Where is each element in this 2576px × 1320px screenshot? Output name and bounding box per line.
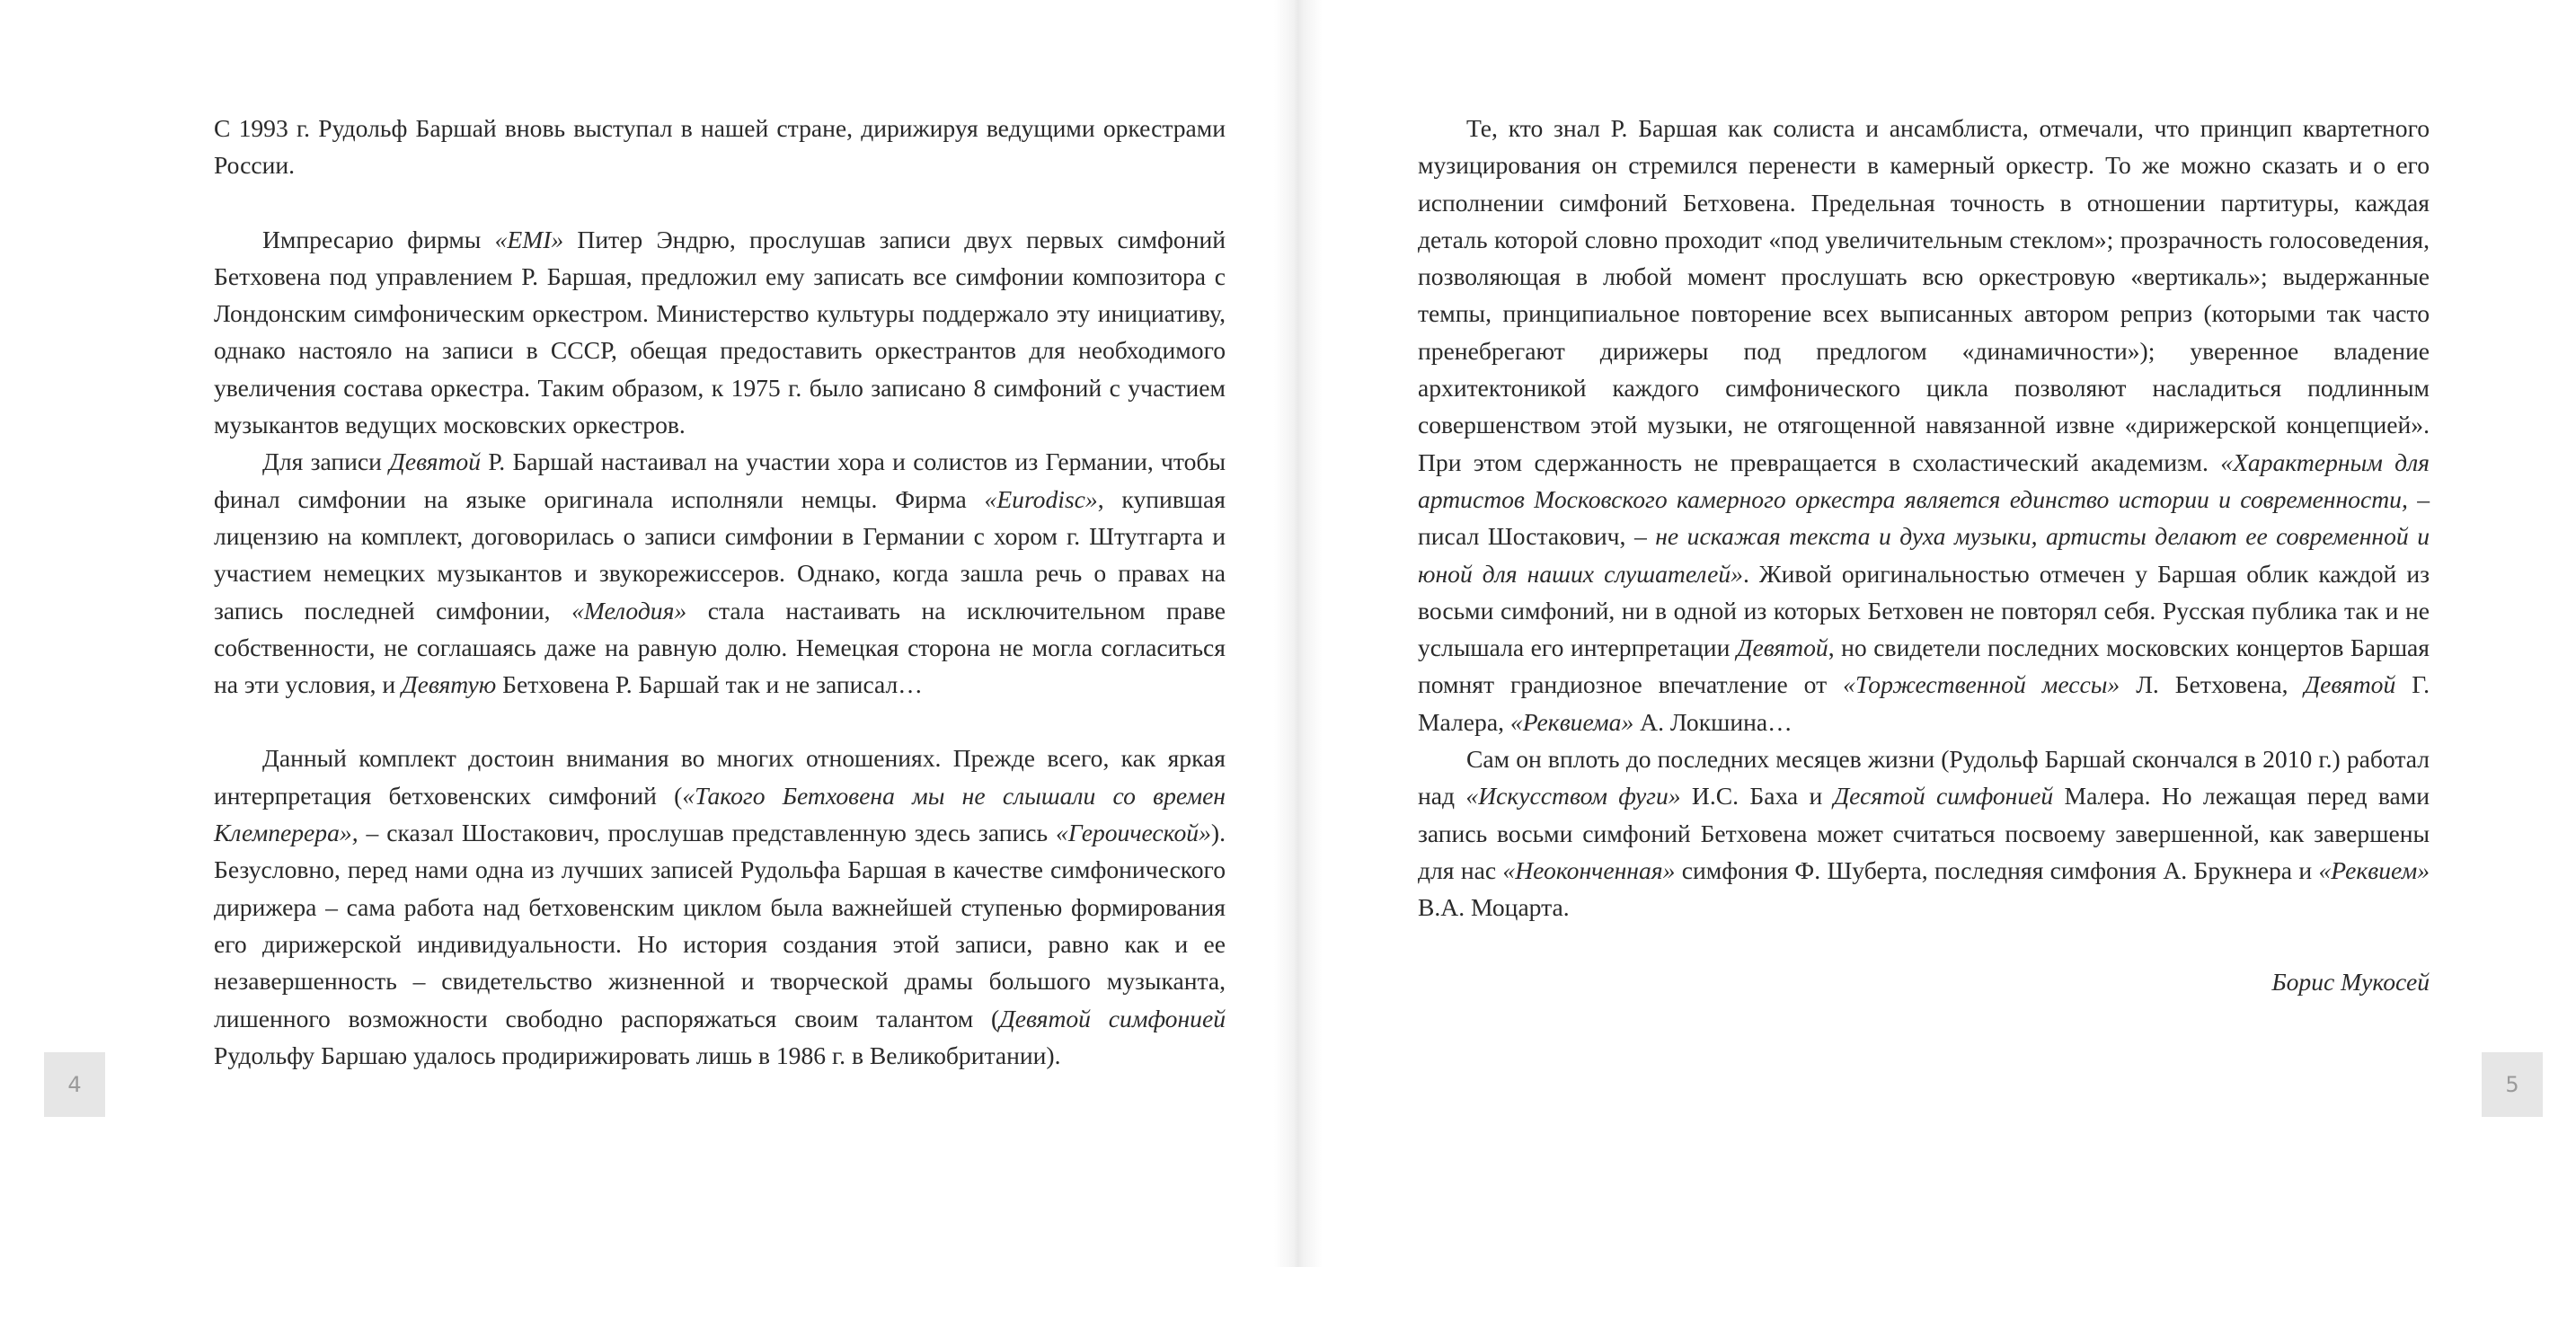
- text-run: С 1993 г. Рудольф Баршай вновь выступал в нашей стране, дирижируя ведущими оркестрами России.: [214, 114, 1226, 180]
- italic-text: «Героической»: [1056, 819, 1211, 847]
- italic-text: Десятой симфонией: [1833, 782, 2054, 811]
- page-number-tab: [44, 1052, 105, 1117]
- page-number: 4: [67, 1072, 82, 1097]
- text-run: Данный комплект достоин внимания во многих отношениях. Прежде всего, как яркая интерпретация бетховенских симфоний (: [214, 744, 1226, 810]
- left-text-column: [214, 110, 1226, 1074]
- italic-text: Девятой: [389, 447, 482, 476]
- italic-text: «Такого Бетховена мы не слышали со времен Клемперера»,: [214, 781, 1226, 847]
- text-run: Рудольфу Баршаю удалось продирижировать лишь в 1986 г. в Великобритании).: [214, 1041, 1061, 1069]
- page-number: 5: [2505, 1072, 2519, 1097]
- italic-text: «Реквиема»: [1509, 707, 1634, 736]
- paragraph: [1418, 740, 2430, 926]
- text-run: Р. Баршай настаивал на участии хора и солистов из Германии, чтобы финал симфонии на языке оригинала исполняли немцы. Фирма: [214, 447, 1226, 513]
- page-gutter: [1274, 0, 1323, 1267]
- italic-text: «Eurodisc»: [984, 484, 1098, 513]
- italic-text: Девятой: [1736, 633, 1828, 662]
- text-run: Питер Эндрю, прослушав записи двух первых симфоний Бетховена под управлением Р. Баршая, предложил ему записать все симфонии композитора с Лондонским симфоническим оркестром. Министерство культуры поддержало эту инициативу, однако настояло на записи в СССР, обещая предоставить оркестрантов для необходимого увеличения состава оркестра. Таким образом, к 1975 г. было записано 8 симфоний с участием музыкантов ведущих московских оркестров.: [214, 225, 1226, 439]
- text-run: , но свидетели последних московских концертов Баршая помнят грандиозное впечатление от: [1418, 633, 2430, 699]
- text-run: Г. Малера,: [1418, 670, 2430, 736]
- paragraph: [214, 110, 1226, 184]
- text-run: Сам он вплоть до последних месяцев жизни (Рудольф Баршай скончался в 2010 г.) работал над: [1418, 745, 2430, 811]
- italic-text: Девятой: [2304, 670, 2396, 699]
- text-run: Л. Бетховена,: [2120, 670, 2305, 699]
- text-run: Для записи: [262, 447, 390, 476]
- italic-text: «Торжественной мессы»: [1843, 670, 2120, 699]
- italic-text: «Неоконченная»: [1502, 855, 1676, 884]
- text-run: – сказал Шостакович, прослушав представленную здесь запись: [358, 819, 1057, 847]
- italic-text: – не искажая текста и духа музыки, артисты делают ее современной и юной для наших слушателей»: [1418, 522, 2430, 588]
- right-text-column: [1418, 110, 2430, 1000]
- text-run: Бетховена Р. Баршай так и не записал…: [496, 670, 923, 699]
- italic-text: «Характерным для артистов Московского камерного оркестра является единство истории и современности,: [1418, 447, 2430, 513]
- text-run: Импресарио фирмы: [262, 225, 495, 253]
- author-signature: Борис Мукосей: [2271, 967, 2430, 996]
- italic-text: «Мелодия»: [571, 596, 687, 625]
- italic-text: Девятой симфонией: [999, 1004, 1226, 1032]
- italic-text: «Искусством фуги»: [1465, 782, 1681, 811]
- text-run: стала настаивать на исключительном праве собственности, не соглашаясь даже на равную долю. Немецкая сторона не могла согласиться на эти условия, и: [214, 596, 1226, 699]
- scan-margin: [0, 1267, 2576, 1320]
- text-run: И.С. Баха и: [1680, 782, 1834, 811]
- paragraph: [214, 443, 1226, 703]
- paragraph: [214, 221, 1226, 444]
- text-run: ). Безусловно, перед нами одна из лучших записей Рудольфа Баршая в качестве симфонического дирижера – сама работа над бетховенским циклом была важнейшей ступенью формирования его дирижерской индивидуальности. Но история создания этой записи, равно как и ее незавершенность – свидетельство жизненной и творческой драмы большого музыканта, лишенного возможности свободно распоряжаться своим талантом (: [214, 819, 1226, 1032]
- paragraph: [1418, 110, 2430, 740]
- italic-text: Девятую: [402, 670, 497, 699]
- text-run: Малера. Но лежащая перед вами запись восьми симфоний Бетховена может считаться посвоему завершенной, как завершены для нас: [1418, 782, 2430, 884]
- text-run: Те, кто знал Р. Баршая как солиста и ансамблиста, отмечали, что принцип квартетного музицирования он стремился перенести в камерный оркестр. То же можно сказать и о его исполнении симфоний Бетховена. Предельная точность в отношении партитуры, каждая деталь которой словно проходит «под увеличительным стеклом»; прозрачность голосоведения, позволяющая в любой момент прослушать всю оркестровую «вертикаль»; выдержанные темпы, принципиальное повторение всех выписанных автором реприз (которыми так часто пренебрегают дирижеры под предлогом «динамичности»); уверенное владение архитектоникой каждого симфонического цикла позволяют насладиться подлинным совершенством этой музыки, не отягощенной навязанной извне «дирижерской концепцией». При этом сдержанность не превращается в схоластический академизм.: [1418, 114, 2430, 476]
- text-run: симфония Ф. Шуберта, последняя симфония А. Брукнера и: [1675, 855, 2319, 884]
- italic-text: «Реквием»: [2318, 855, 2430, 884]
- text-run: В.А. Моцарта.: [1418, 893, 1570, 922]
- page-number-tab: [2482, 1052, 2543, 1117]
- text-run: . Живой оригинальностью отмечен у Баршая облик каждой из восьми симфоний, ни в одной из которых Бетховен не повторял себя. Русская публика так и не услышала его интерпретации: [1418, 559, 2430, 662]
- text-run: А. Локшина…: [1633, 707, 1793, 736]
- paragraph: [214, 740, 1226, 1074]
- text-run: – писал Шостакович,: [1418, 484, 2430, 551]
- text-run: , купившая лицензию на комплект, договорилась о записи симфонии в Германии с хором г. Штутгарта и участием немецких музыкантов и звукорежиссеров. Однако, когда зашла речь о правах на запись последней симфонии,: [214, 484, 1226, 625]
- italic-text: «EMI»: [494, 225, 564, 253]
